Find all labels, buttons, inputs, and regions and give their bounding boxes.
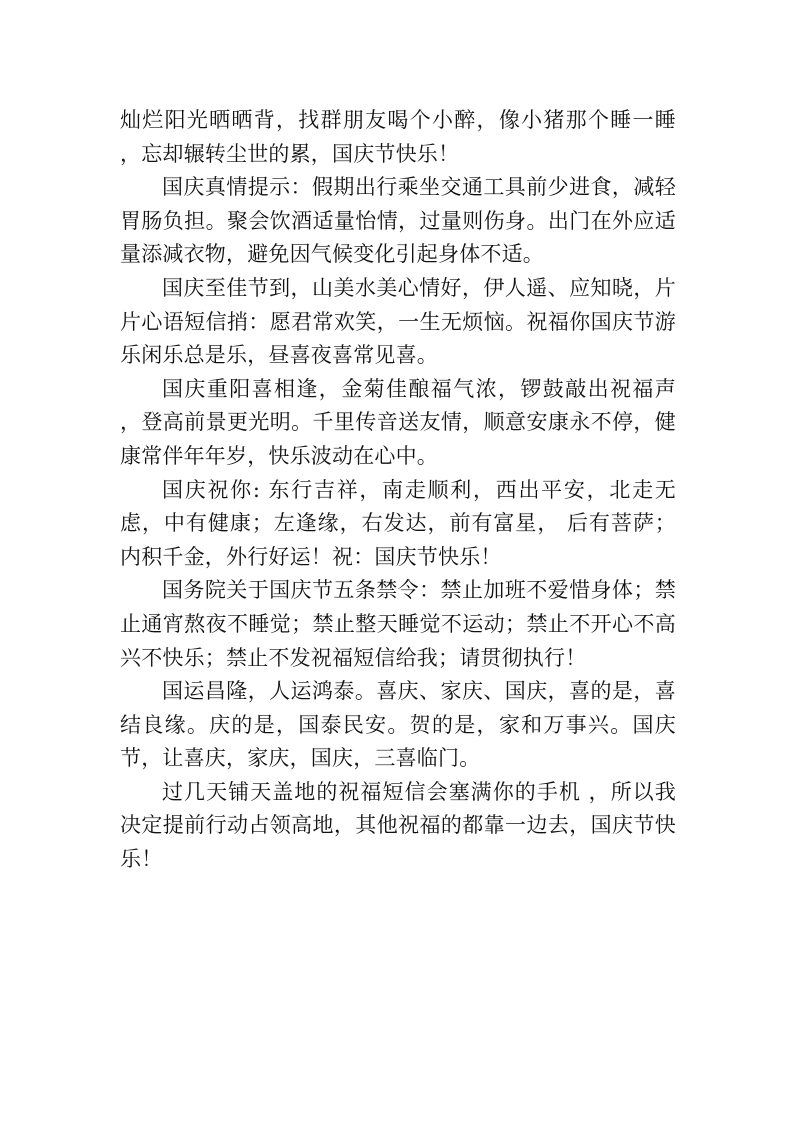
paragraph-5: 国庆祝你: 东行吉祥，南走顺利，西出平安，北走无虑，中有健康；左逢缘，右发达，前有富星， 后有菩萨；内积千金，外行好运！祝：国庆节快乐！ bbox=[120, 477, 676, 569]
document-body bbox=[120, 104, 676, 877]
paragraph-2: 国庆真情提示：假期出行乘坐交通工具前少进食，减轻胃肠负担。聚会饮酒适量怡情，过量则伤身。出门在外应适量添减衣物，避免因气候变化引起身体不适。 bbox=[120, 175, 676, 267]
paragraph-4: 国庆重阳喜相逢，金菊佳酿福气浓，锣鼓敲出祝福声 ，登高前景更光明。千里传音送友情，顺意安康永不停，健康常伴年年岁，快乐波动在心中。 bbox=[120, 376, 676, 468]
paragraph-7: 国运昌隆，人运鸿泰。喜庆、家庆、国庆，喜的是，喜结良缘。庆的是，国泰民安。贺的是，家和万事兴。国庆节，让喜庆，家庆，国庆，三喜临门。 bbox=[120, 679, 676, 771]
paragraph-3: 国庆至佳节到，山美水美心情好，伊人遥、应知晓，片片心语短信捎：愿君常欢笑，一生无烦恼。祝福你国庆节游乐闲乐总是乐，昼喜夜喜常见喜。 bbox=[120, 275, 676, 368]
paragraph-8: 过几天铺天盖地的祝福短信会塞满你的手机 ，所以我决定提前行动占领高地，其他祝福的都靠一边去，国庆节快乐！ bbox=[120, 779, 676, 872]
paragraph-6: 国务院关于国庆节五条禁令：禁止加班不爱惜身体；禁止通宵熬夜不睡觉；禁止整天睡觉不运动；禁止不开心不高兴不快乐；禁止不发祝福短信给我；请贯彻执行！ bbox=[120, 578, 676, 670]
paragraph-1: 灿烂阳光晒晒背，找群朋友喝个小醉，像小猪那个睡一睡 ，忘却辗转尘世的累，国庆节快乐！ bbox=[120, 108, 676, 166]
